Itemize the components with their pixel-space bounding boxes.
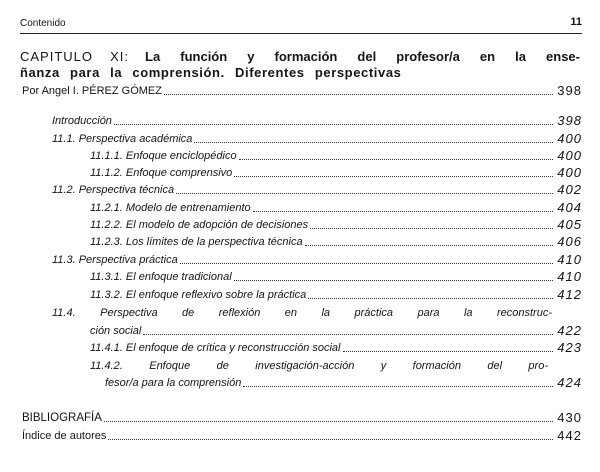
toc-entry-11-2-2[interactable]: 11.2.2. El modelo de adopción de decisiones 405: [90, 217, 582, 232]
toc-entry-11-1[interactable]: 11.1. Perspectiva académica 400: [52, 131, 582, 146]
toc-entry-11-2[interactable]: 11.2. Perspectiva técnica 402: [52, 182, 582, 197]
toc-entry-11-4[interactable]: ción social 422: [90, 323, 582, 338]
toc-entry-indice-autores[interactable]: Índice de autores 442: [22, 428, 582, 443]
toc-entry-11-3[interactable]: 11.3. Perspectiva práctica 410: [52, 252, 582, 267]
chapter-heading: [20, 49, 580, 81]
chapter-title-part-1: La función y formación del profesor/a en la ense-: [145, 49, 580, 64]
toc-entry-11-3-1[interactable]: 11.3.1. El enfoque tradicional 410: [90, 269, 582, 284]
chapter-title-line-1: [20, 49, 580, 65]
toc-entry-bibliografia[interactable]: BIBLIOGRAFÍA 430: [22, 410, 582, 425]
running-header-section: Contenido: [20, 18, 66, 29]
chapter-title-line-2: ñanza para la comprensión. Diferentes perspectivas: [20, 65, 402, 80]
toc-entry-11-4-line-1: 11.4. Perspectiva de reflexión en la práctica para la reconstruc-: [52, 307, 552, 319]
toc-entry-11-3-2[interactable]: 11.3.2. El enfoque reflexivo sobre la práctica 412: [90, 287, 582, 302]
toc-entry-author: Por Angel I. PÉREZ GÓMEZ 398: [22, 83, 582, 98]
header-rule: [20, 33, 582, 34]
page-number: 11: [570, 16, 582, 28]
toc-entry-11-4-2-line-1: 11.4.2. Enfoque de investigación-acción y formación del pro-: [90, 360, 548, 372]
toc-entry-11-2-3[interactable]: 11.2.3. Los límites de la perspectiva técnica 406: [90, 234, 582, 249]
toc-entry-11-4-1[interactable]: 11.4.1. El enfoque de crítica y reconstrucción social 423: [90, 340, 582, 355]
toc-entry-11-4-2[interactable]: fesor/a para la comprensión 424: [105, 375, 582, 390]
toc-entry-11-1-1[interactable]: 11.1.1. Enfoque enciclopédico 400: [90, 148, 582, 163]
running-header: [20, 18, 582, 34]
chapter-label: CAPITULO XI:: [20, 49, 129, 64]
toc-entry-11-1-2[interactable]: 11.1.2. Enfoque comprensivo 400: [90, 165, 582, 180]
toc-entry-11-2-1[interactable]: 11.2.1. Modelo de entrenamiento 404: [90, 200, 582, 215]
toc-entry-introduccion[interactable]: Introducción 398: [52, 113, 582, 128]
